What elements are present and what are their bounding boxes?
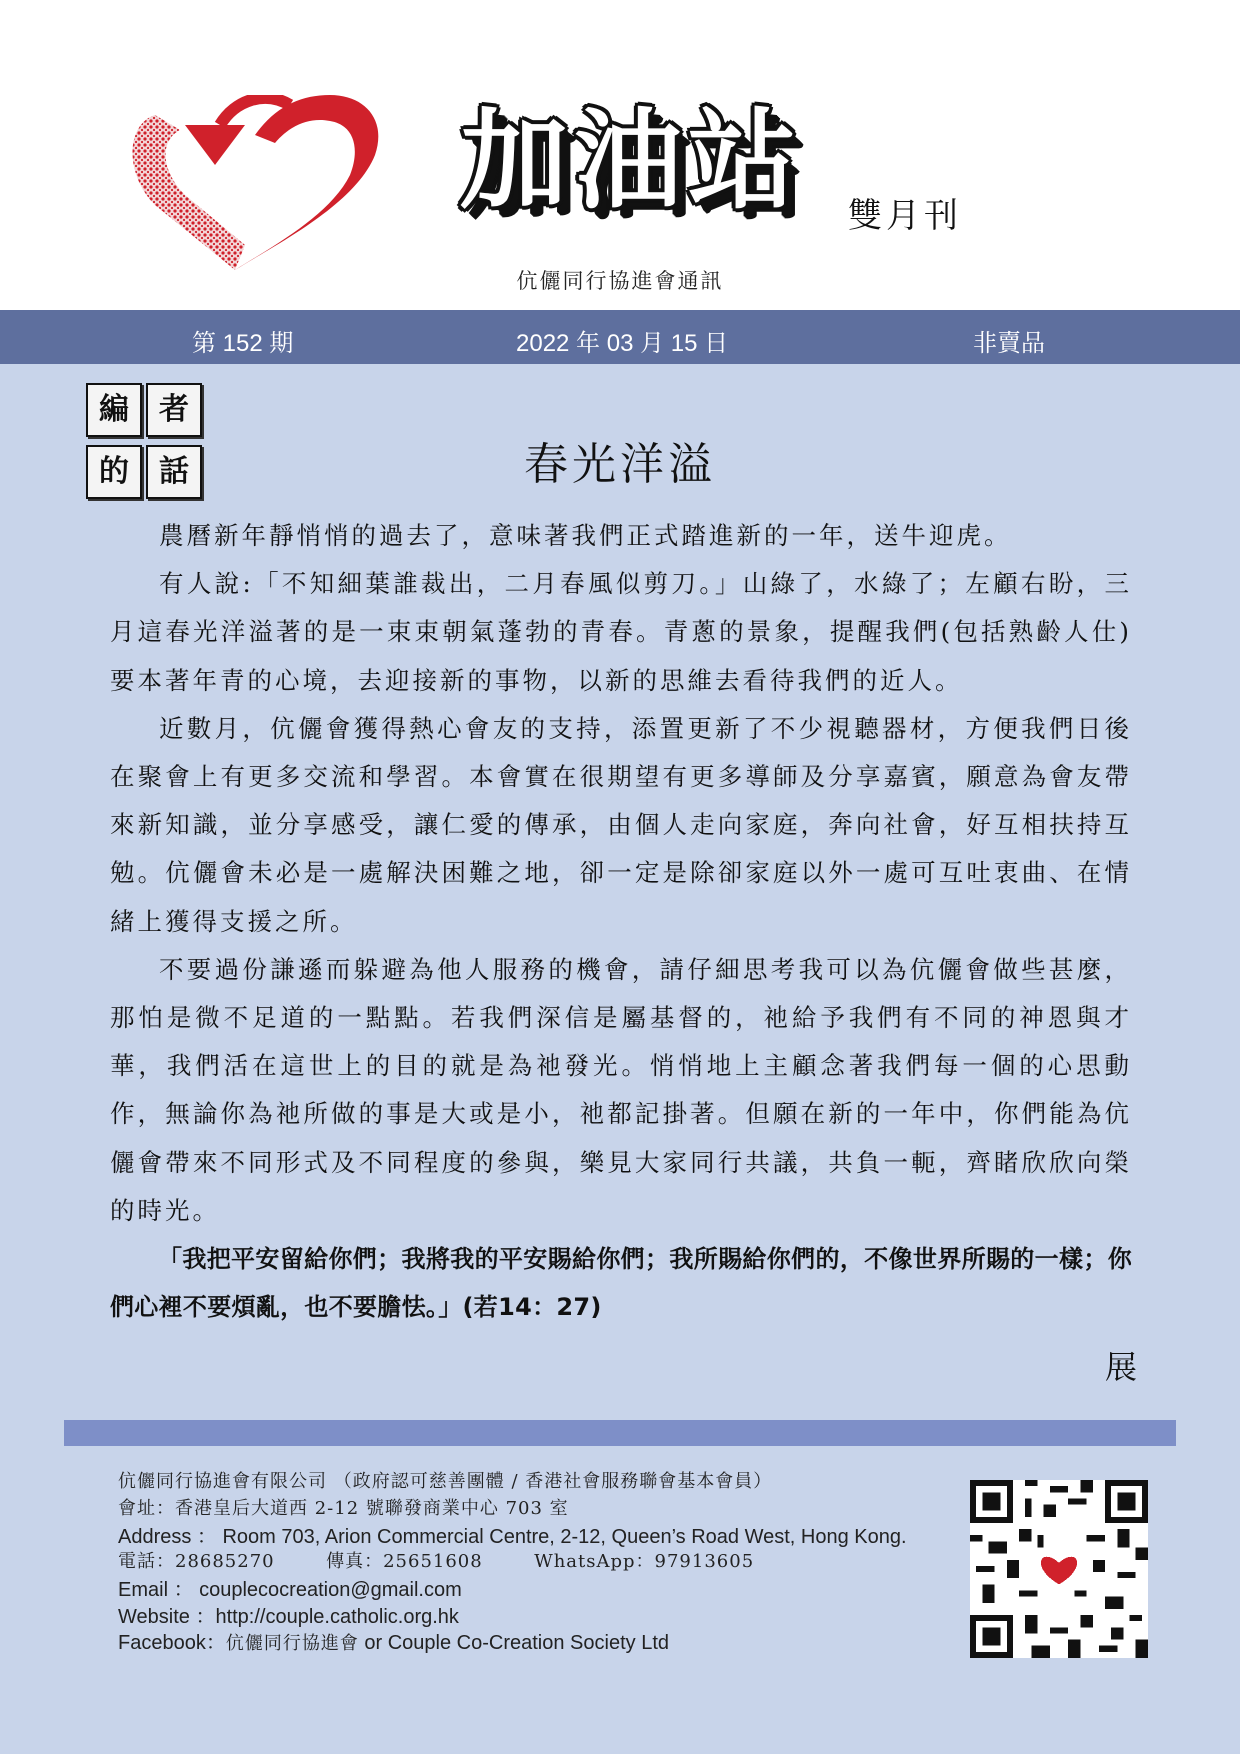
label-char: 編 — [86, 383, 142, 437]
heart-logo-icon — [125, 95, 395, 275]
email-line[interactable]: Email ： couplecocreation@gmail.com — [118, 1579, 462, 1601]
footer-divider — [64, 1420, 1176, 1446]
masthead-title: 加油站 — [460, 99, 803, 224]
periodical-label: 雙月刊 — [848, 196, 962, 236]
article-paragraph: 有人說:「不知細葉誰裁出，二月春風似剪刀。」山綠了，水綠了；左顧右盼，三月這春光洋溢著的是一束束朝氣蓬勃的青春。青蔥的景象，提醒我們(包括熟齡人仕)要本著年青的心境，去迎接新的事物，以新的思維去看待我們的近人。 — [110, 569, 1132, 695]
qr-code-icon[interactable] — [970, 1480, 1148, 1658]
issue-info-bar — [0, 310, 1240, 364]
label-char: 者 — [146, 383, 202, 437]
author-signature: 展 — [1105, 1348, 1138, 1386]
phone-number: 電話：28685270 — [118, 1550, 275, 1572]
article-paragraph: 不要過份謙遜而躲避為他人服務的機會，請仔細思考我可以為伉儷會做些甚麼，那怕是微不足道的一點點。若我們深信是屬基督的，祂給予我們有不同的神恩與才華，我們活在這世上的目的就是為祂發光。悄悄地上主顧念著我們每一個的心思動作，無論你為祂所做的事是大或是小，祂都記掛著。但願在新的一年中，你們能為伉儷會帶來不同形式及不同程度的參與，樂見大家同行共議，共負一軛，齊睹欣欣向榮的時光。 — [110, 954, 1132, 1225]
chinese-address: 會址：香港皇后大道西 2-12 號聯發商業中心 703 室 — [118, 1497, 569, 1519]
english-address: Address ： Room 703, Arion Commercial Centre, 2-12, Queen’s Road West, Hong Kong. — [118, 1526, 907, 1548]
fax-number: 傳真：25651608 — [326, 1550, 483, 1572]
website-line[interactable]: Website ：http://couple.catholic.org.hk — [118, 1605, 459, 1628]
label-char: 的 — [86, 445, 142, 499]
not-for-sale-label: 非賣品 — [973, 330, 1045, 357]
facebook-name-cn: 伉儷同行協進會 — [225, 1633, 359, 1654]
masthead-area — [0, 0, 1240, 310]
contact-footer — [118, 1467, 968, 1653]
whatsapp-number: WhatsApp：97913605 — [534, 1550, 755, 1572]
article-title: 春光洋溢 — [524, 439, 716, 490]
issue-date: 2022 年 03 月 15 日 — [516, 330, 729, 357]
phone-line — [118, 1547, 968, 1574]
issue-number: 第 152 期 — [192, 330, 294, 357]
facebook-line[interactable] — [118, 1626, 968, 1653]
facebook-name-en: or Couple Co-Creation Society Ltd — [358, 1632, 669, 1654]
article-paragraph: 農曆新年靜悄悄的過去了，意味著我們正式踏進新的一年，送牛迎虎。 — [159, 521, 1012, 550]
newsletter-subtitle: 伉儷同行協進會通訊 — [516, 269, 724, 293]
scripture-quote: 「我把平安留給你們；我將我的平安賜給你們；我所賜給你們的，不像世界所賜的一樣；你們心裡不要煩亂，也不要膽怯。」(若14：27) — [110, 1245, 1132, 1322]
article-paragraph: 近數月，伉儷會獲得熱心會友的支持，添置更新了不少視聽器材，方便我們日後在聚會上有更多交流和學習。本會實在很期望有更多導師及分享嘉賓，願意為會友帶來新知識，並分享感受，讓仁愛的傳承，由個人走向家庭，奔向社會，好互相扶持互勉。伉儷會未必是一處解決困難之地，卻一定是除卻家庭以外一處可互吐衷曲、在情緒上獲得支援之所。 — [110, 713, 1132, 936]
organization-line: 伉儷同行協進會有限公司 （政府認可慈善團體 / 香港社會服務聯會基本會員） — [118, 1471, 773, 1492]
label-char: 話 — [146, 445, 202, 499]
facebook-label: Facebook： — [118, 1632, 226, 1654]
article-body — [110, 512, 1132, 1331]
